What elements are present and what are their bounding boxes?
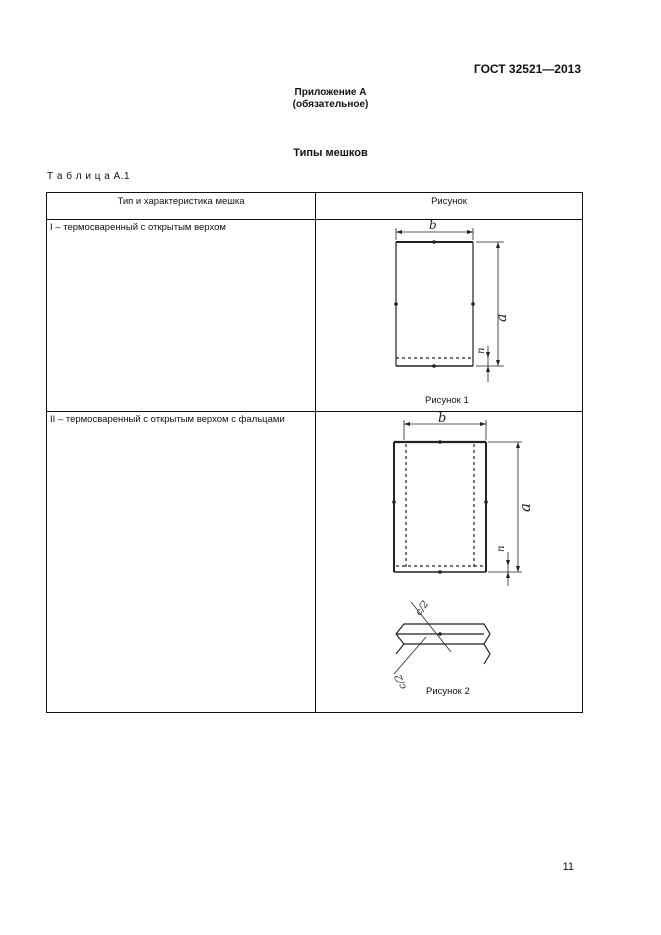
table-label: Т а б л и ц а А.1 — [47, 171, 131, 182]
table-row — [47, 412, 583, 713]
fold-profile-edge — [396, 644, 404, 654]
arrow-icon — [496, 242, 500, 248]
figure-caption: Рисунок 2 — [426, 686, 470, 697]
arrow-icon — [404, 422, 410, 426]
label-n: n — [496, 545, 507, 552]
arrow-icon — [516, 442, 520, 448]
section-title: Типы мешков — [293, 147, 368, 159]
figure-caption: Рисунок 1 — [425, 395, 469, 406]
column-header-figure: Рисунок — [316, 193, 583, 220]
label-b: b — [438, 412, 447, 426]
arrow-icon — [506, 572, 510, 578]
fold-profile-lower — [396, 634, 490, 664]
label-fold-top: c/2 — [413, 598, 432, 618]
marker-dot — [432, 240, 436, 244]
label-a: a — [494, 313, 510, 322]
label-n: n — [476, 347, 487, 354]
document-standard-number: ГОСТ 32521—2013 — [473, 62, 581, 76]
row-description: II – термосваренный с открытым верхом с фальцами — [47, 412, 316, 713]
appendix-title: Приложение А — [294, 87, 367, 98]
arrow-icon — [467, 230, 473, 234]
table-row — [47, 220, 583, 412]
arrow-icon — [396, 230, 402, 234]
arrow-icon — [486, 366, 490, 372]
marker-dot — [438, 440, 442, 444]
bag-diagram-1 — [316, 220, 582, 407]
marker-dot — [471, 302, 475, 306]
marker-dot — [438, 570, 442, 574]
table-header-row — [47, 193, 583, 220]
label-fold-bottom: c/2 — [393, 672, 409, 691]
bag-types-table — [46, 192, 583, 713]
marker-dot — [394, 302, 398, 306]
page-number: 11 — [562, 861, 574, 873]
figure-cell — [316, 220, 583, 412]
arrow-icon — [516, 566, 520, 572]
arrow-icon — [480, 422, 486, 426]
marker-dot — [392, 500, 396, 504]
appendix-subtitle: (обязательное) — [292, 99, 369, 110]
marker-dot — [438, 632, 442, 636]
fold-dimension-line — [394, 637, 426, 674]
label-a: a — [516, 503, 534, 512]
figure-cell — [316, 412, 583, 713]
column-header-type: Тип и характеристика мешка — [47, 193, 316, 220]
row-description: I – термосваренный с открытым верхом — [47, 220, 316, 412]
marker-dot — [432, 364, 436, 368]
label-b: b — [429, 220, 437, 232]
arrow-icon — [506, 560, 510, 566]
marker-dot — [484, 500, 488, 504]
arrow-icon — [496, 360, 500, 366]
bag-diagram-2 — [316, 412, 582, 708]
